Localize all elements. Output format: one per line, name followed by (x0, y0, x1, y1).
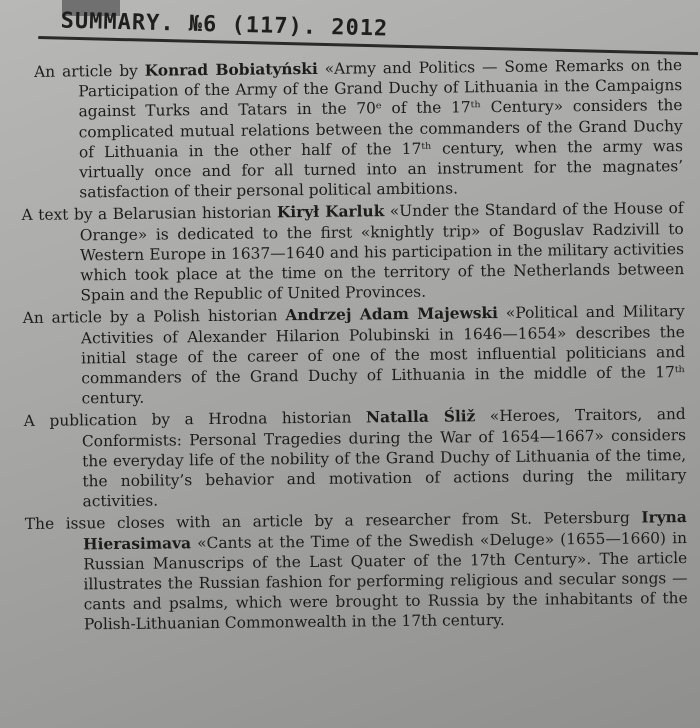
paragraph-text: «Political and Military Activities of Alexander Hilarion Polubinski in 1646—1654» describes the initial stage of the career of one of the most influential politicians and commanders of the Grand Duchy of Lithuania in the middle of the 17ᵗʰ century. (80, 302, 686, 408)
paragraph-karluk (22, 198, 685, 306)
paragraph-majewski (23, 301, 686, 409)
author-name: Konrad Bobiatyński (144, 59, 318, 80)
summary-header (38, 0, 700, 64)
paragraph-hierasimava (25, 508, 688, 636)
paragraph-lead: A text by a Belarusian historian (21, 203, 278, 225)
paragraph-text: «Army and Politics — Some Remarks on the Participation of the Army of the Grand Duchy of Lithuania in the Campaigns against Turks and Tatars in the 70ᵉ of the 17ᵗʰ Century» considers the complicated mutual relations between the commanders of the Grand Duchy of Lithuania in the other half of the 17ᵗʰ century, when the army was virtually once and for all turned into an instrument for the magnates’ satisfaction of their personal political ambitions. (78, 56, 684, 202)
paragraph-text: «Cants at the Time of the Swedish «Deluge» (1655—1660) in Russian Manuscrips of the Last Quater of the 17th Century». The article illustrates the Russian fashion for performing religious and secular songs — cants and psalms, which were brought to Russia by the inhabitants of the Polish-Lithuanian Commonwealth in the 17th century. (83, 528, 688, 634)
paragraph-lead: A publication by a Hrodna historian (23, 408, 367, 431)
paragraph-lead: An article by (34, 61, 145, 81)
author-name: Andrzej Adam Majewski (285, 304, 499, 325)
paragraph-text: «Under the Standard of the House of Orange» is dedicated to the first «knightly trip» of Boguslav Radzivill to Western Europe in 1637—1640 and his participation in the military activities which took place at the time on the territory of the Netherlands between Spain and the Republic of United Provinces. (79, 199, 685, 305)
author-name: Iryna Hierasimava (82, 508, 687, 554)
summary-title: SUMMARY. №6 (117). 2012 (60, 8, 389, 42)
paragraph-lead: An article by a Polish historian (22, 306, 286, 328)
paragraph-bobiatynski (20, 55, 683, 203)
summary-body (20, 55, 688, 638)
author-name: Kirył Karluk (276, 202, 385, 222)
paragraph-sliz (24, 405, 687, 513)
paragraph-text: «Heroes, Traitors, and Conformists: Personal Tragedies during the War of 1654—1667» considers the everyday life of the nobility of the Grand Duchy of Lithuania of the time, the nobility’s behavior and motivation of actions during the military activities. (81, 405, 687, 511)
author-name: Natalla Śliž (365, 407, 476, 427)
paragraph-lead: The issue closes with an article by a researcher from St. Petersburg (24, 508, 642, 534)
